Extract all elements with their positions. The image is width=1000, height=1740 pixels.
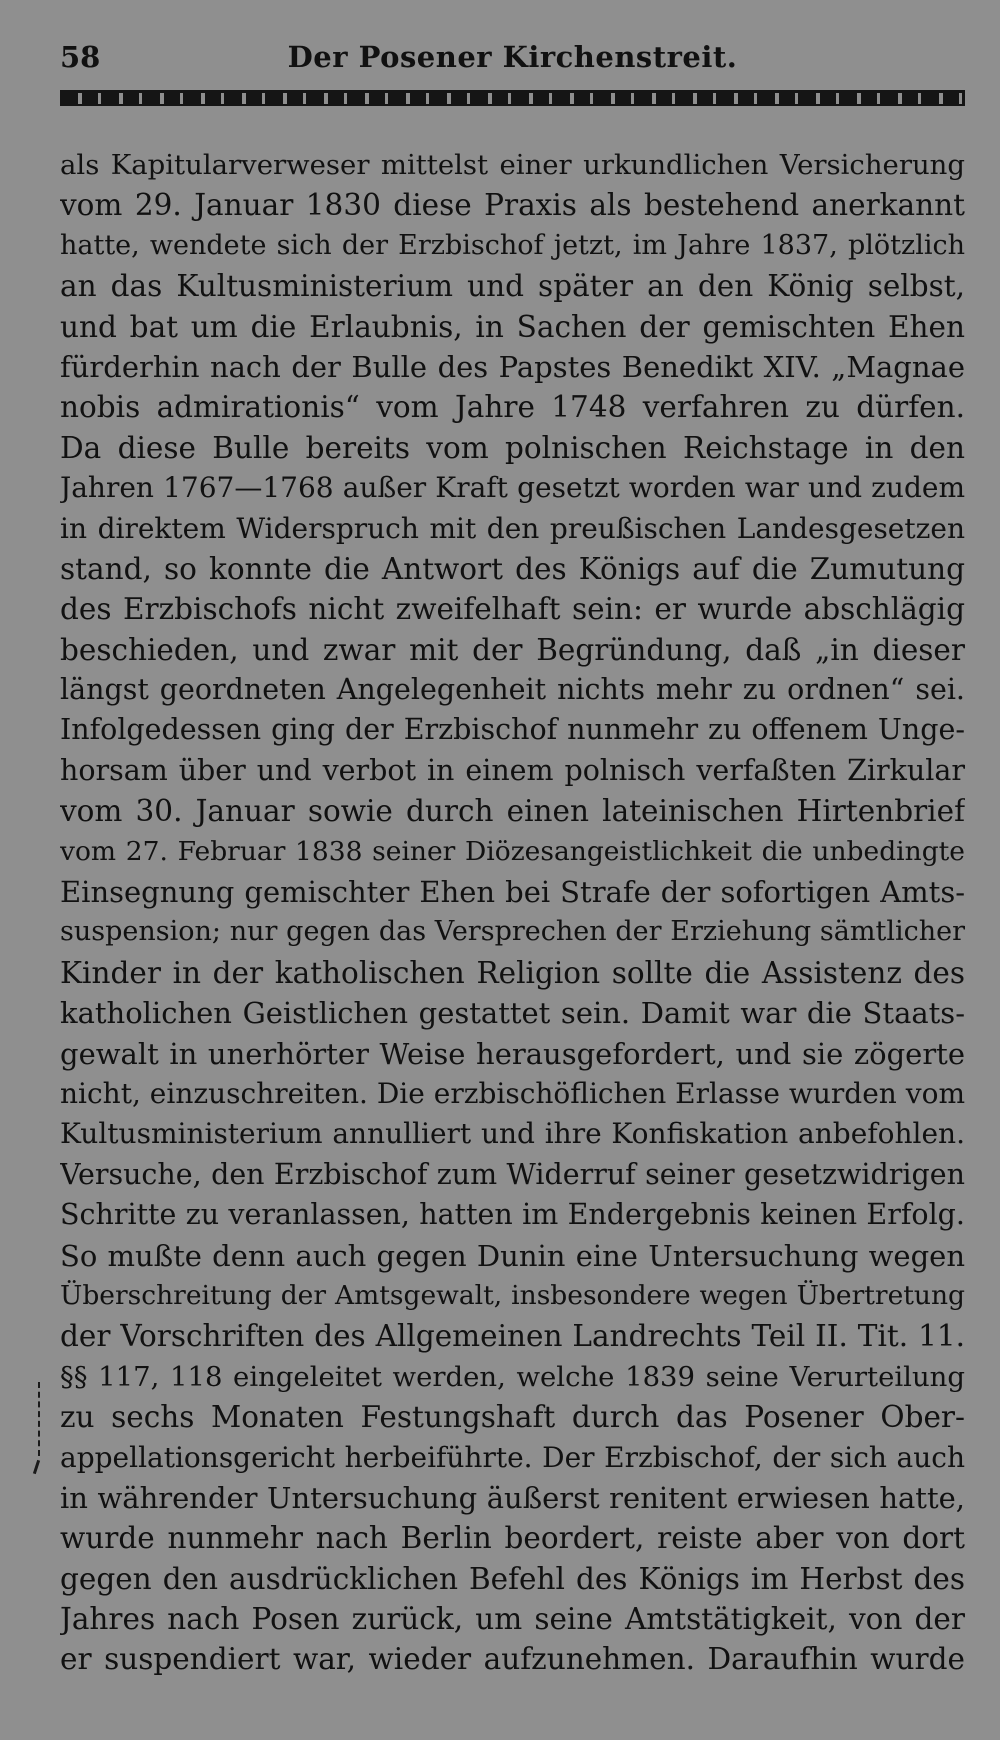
text-line: Kinder in der katholischen Religion sollte die Assistenz des <box>60 955 965 990</box>
text-line: hatte, wendete sich der Erzbischof jetzt, im Jahre 1837, plötzlich <box>60 229 965 261</box>
text-line: beschieden, und zwar mit der Begründung, daß „in dieser <box>60 632 965 667</box>
text-line: er suspendiert war, wieder aufzunehmen. Daraufhin wurde <box>60 1642 965 1677</box>
text-line: der Vorschriften des Allgemeinen Landrechts Teil II. Tit. 11. <box>60 1319 965 1354</box>
text-line: §§ 117, 118 eingeleitet werden, welche 1839 seine Verurteilung <box>60 1360 965 1393</box>
text-line: Überschreitung der Amtsgewalt, insbesondere wegen Übertretung <box>60 1279 965 1311</box>
text-line: an das Kultusministerium und später an den König selbst, <box>60 269 965 304</box>
text-line: in direktem Widerspruch mit den preußischen Landesgesetzen <box>60 511 965 545</box>
text-line: vom 27. Februar 1838 seiner Diözesangeistlichkeit die unbedingte <box>60 835 965 867</box>
text-line: nicht, einzuschreiten. Die erzbischöflichen Erlasse wurden vom <box>60 1076 965 1110</box>
text-line: Kultusministerium annulliert und ihre Konfiskation anbefohlen. <box>60 1117 965 1151</box>
margin-pencil-mark <box>38 1382 44 1456</box>
text-line: Jahren 1767—1768 außer Kraft gesetzt worden war und zudem <box>60 471 965 505</box>
text-line: vom 30. Januar sowie durch einen lateinischen Hirtenbrief <box>60 794 965 829</box>
text-line: nobis admirationis“ vom Jahre 1748 verfahren zu dürfen. <box>60 390 965 425</box>
margin-pencil-mark-tail <box>33 1460 40 1474</box>
text-line: vom 29. Januar 1830 diese Praxis als bestehend anerkannt <box>60 188 965 223</box>
text-line: und bat um die Erlaubnis, in Sachen der gemischten Ehen <box>60 309 965 344</box>
text-line: des Erzbischofs nicht zweifelhaft sein: er wurde abschlägig <box>60 592 965 627</box>
text-line: appellationsgericht herbeiführte. Der Erzbischof, der sich auch <box>60 1440 965 1474</box>
text-line: wurde nunmehr nach Berlin beordert, reiste aber von dort <box>60 1521 965 1556</box>
text-line: Jahres nach Posen zurück, um seine Amtstätigkeit, von der <box>60 1602 965 1637</box>
text-line: katholichen Geistlichen gestattet sein. Damit war die Staats- <box>60 996 965 1031</box>
text-line: Infolgedessen ging der Erzbischof nunmehr zu offenem Unge- <box>60 713 965 747</box>
text-line: zu sechs Monaten Festungshaft durch das Posener Ober- <box>60 1400 965 1435</box>
text-line: längst geordneten Angelegenheit nichts mehr zu ordnen“ sei. <box>60 673 965 707</box>
text-line: Einsegnung gemischter Ehen bei Strafe der sofortigen Amts- <box>60 875 965 910</box>
text-line: gewalt in unerhörter Weise herausgefordert, und sie zögerte <box>60 1036 965 1071</box>
text-line: So mußte denn auch gegen Dunin eine Untersuchung wegen <box>60 1238 965 1273</box>
page-number: 58 <box>60 40 101 74</box>
text-line: horsam über und verbot in einem polnisch verfaßten Zirkular <box>60 753 965 787</box>
running-title: Der Posener Kirchenstreit. <box>287 40 738 74</box>
page-header <box>60 40 965 82</box>
text-line: gegen den ausdrücklichen Befehl des Königs im Herbst des <box>60 1561 965 1596</box>
text-line: Schritte zu veranlassen, hatten im Endergebnis keinen Erfolg. <box>60 1198 965 1232</box>
header-ornament-rule <box>60 90 965 106</box>
text-line: suspension; nur gegen das Versprechen der Erziehung sämtlicher <box>60 916 965 948</box>
text-line: stand, so konnte die Antwort des Königs auf die Zumutung <box>60 551 965 586</box>
body-text <box>60 145 965 1680</box>
text-line: als Kapitularverweser mittelst einer urkundlichen Versicherung <box>60 149 965 181</box>
text-line: in währender Untersuchung äußerst renitent erwiesen hatte, <box>60 1480 965 1515</box>
text-line: fürderhin nach der Bulle des Papstes Benedikt XIV. „Magnae <box>60 349 965 384</box>
text-line: Da diese Bulle bereits vom polnischen Reichstage in den <box>60 430 965 465</box>
text-line: Versuche, den Erzbischof zum Widerruf seiner gesetzwidrigen <box>60 1157 965 1191</box>
